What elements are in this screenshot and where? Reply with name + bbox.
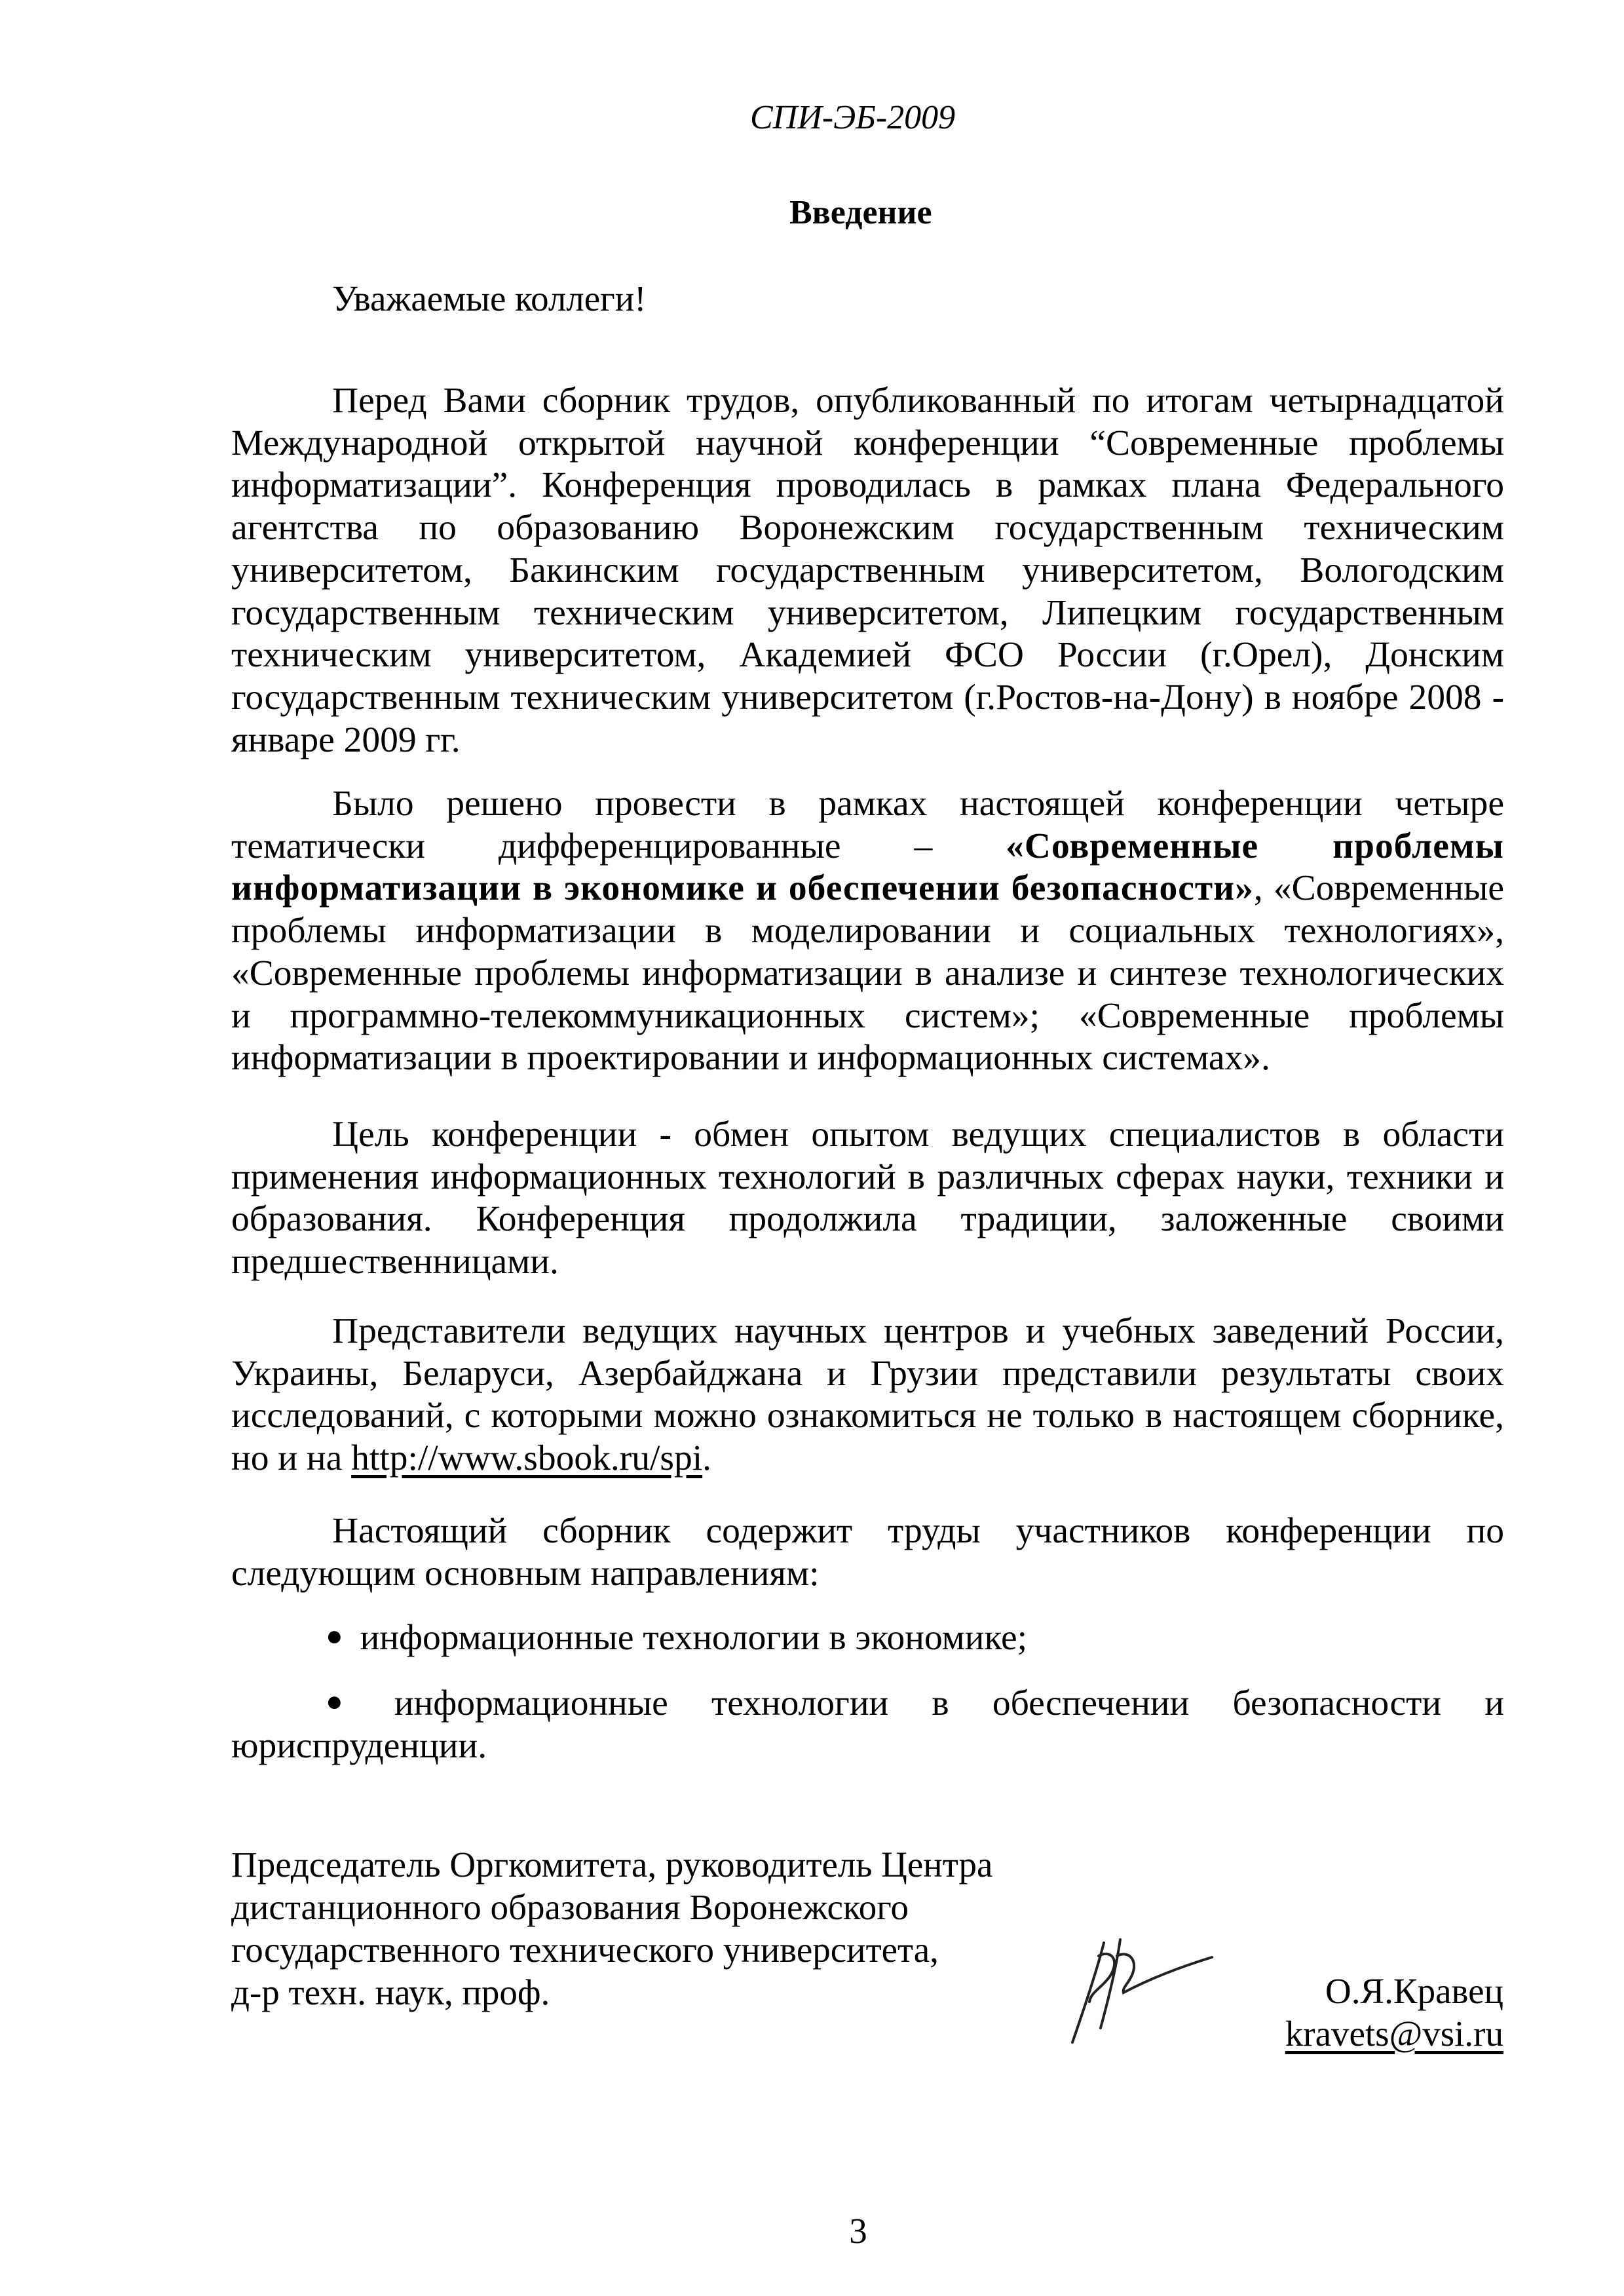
salutation: Уважаемые коллеги!: [332, 278, 647, 318]
paragraph-participants-text: Представители ведущих научных центров и учебных заведений России, Украины, Беларуси, Азербайджана и Грузии представили результаты своих исследований, с которыми можно ознакомиться не только в настоящем сборнике, но и на: [231, 1311, 1504, 1479]
paragraph-sections-end: , «Современные проблемы информатизации в моделировании и социальных технологиях», «Современные проблемы информатизации в анализе и синтезе технологических и программно-телекоммуникационных систем»; «Современные проблемы информатизации в проектировании и информационных системах».: [231, 868, 1505, 1079]
bullet-item-text: информационные технологии в экономике;: [360, 1618, 1028, 1658]
sbook-link[interactable]: http://www.sbook.ru/spi: [351, 1438, 703, 1479]
paragraph-goal: Цель конференции - обмен опытом ведущих специалистов в области применения информационных технологий в различных сферах науки, техники и образования. Конференция продолжила традиции, заложенные своими предшественницами.: [231, 1115, 1504, 1282]
handwritten-signature: [1065, 1930, 1215, 2048]
bullet-item: [231, 1615, 1504, 1660]
bullet-icon: ●: [326, 1620, 343, 1652]
author-name: О.Я.Кравец: [1325, 1971, 1503, 2011]
page-number: 3: [849, 2211, 867, 2251]
signer-line: дистанционного образования Воронежского: [231, 1887, 909, 1927]
signer-block: [231, 1843, 992, 2014]
paragraph-participants-end: .: [702, 1438, 712, 1479]
author-email-link[interactable]: kravets@vsi.ru: [1285, 2014, 1503, 2054]
bullet-item: [231, 1681, 1504, 1767]
paragraph-intro: Перед Вами сборник трудов, опубликованный по итогам четырнадцатой Международной открытой научной конференции “Современные проблемы информатизации”. Конференция проводилась в рамках плана Федерального агентства по образованию Воронежским государственным техническим университетом, Бакинским государственным университетом, Вологодским государственным техническим университетом, Липецким государственным техническим университетом, Академией ФСО России (г.Орел), Донским государственным техническим университетом (г.Ростов-на-Дону) в ноябре 2008 - январе 2009 гг.: [231, 381, 1504, 760]
paragraph-sections-start: Было решено провести в рамках настоящей конференции четыре тематически дифференцированные –: [231, 784, 1504, 866]
paragraph-participants: [231, 1311, 1504, 1480]
highlighted-section-title: «Современные проблемы информатизации в экономике и обеспечении безопасности»: [231, 826, 1504, 909]
signer-line: государственного технического университета,: [231, 1930, 939, 1970]
bullet-item-text: информационные технологии в обеспечении безопасности и юриспруденции.: [231, 1683, 1504, 1766]
page-title: Введение: [789, 194, 932, 231]
bullet-icon: ●: [326, 1685, 377, 1717]
paragraph-sections: [231, 783, 1504, 1080]
signer-line: д-р техн. наук, проф.: [231, 1972, 550, 2012]
signer-line: Председатель Оргкомитета, руководитель Центра: [231, 1845, 993, 1885]
running-header: СПИ-ЭБ-2009: [750, 99, 956, 136]
author-block: [1285, 1970, 1503, 2055]
paragraph-directions: Настоящий сборник содержит труды участников конференции по следующим основным направлениям:: [231, 1511, 1504, 1594]
